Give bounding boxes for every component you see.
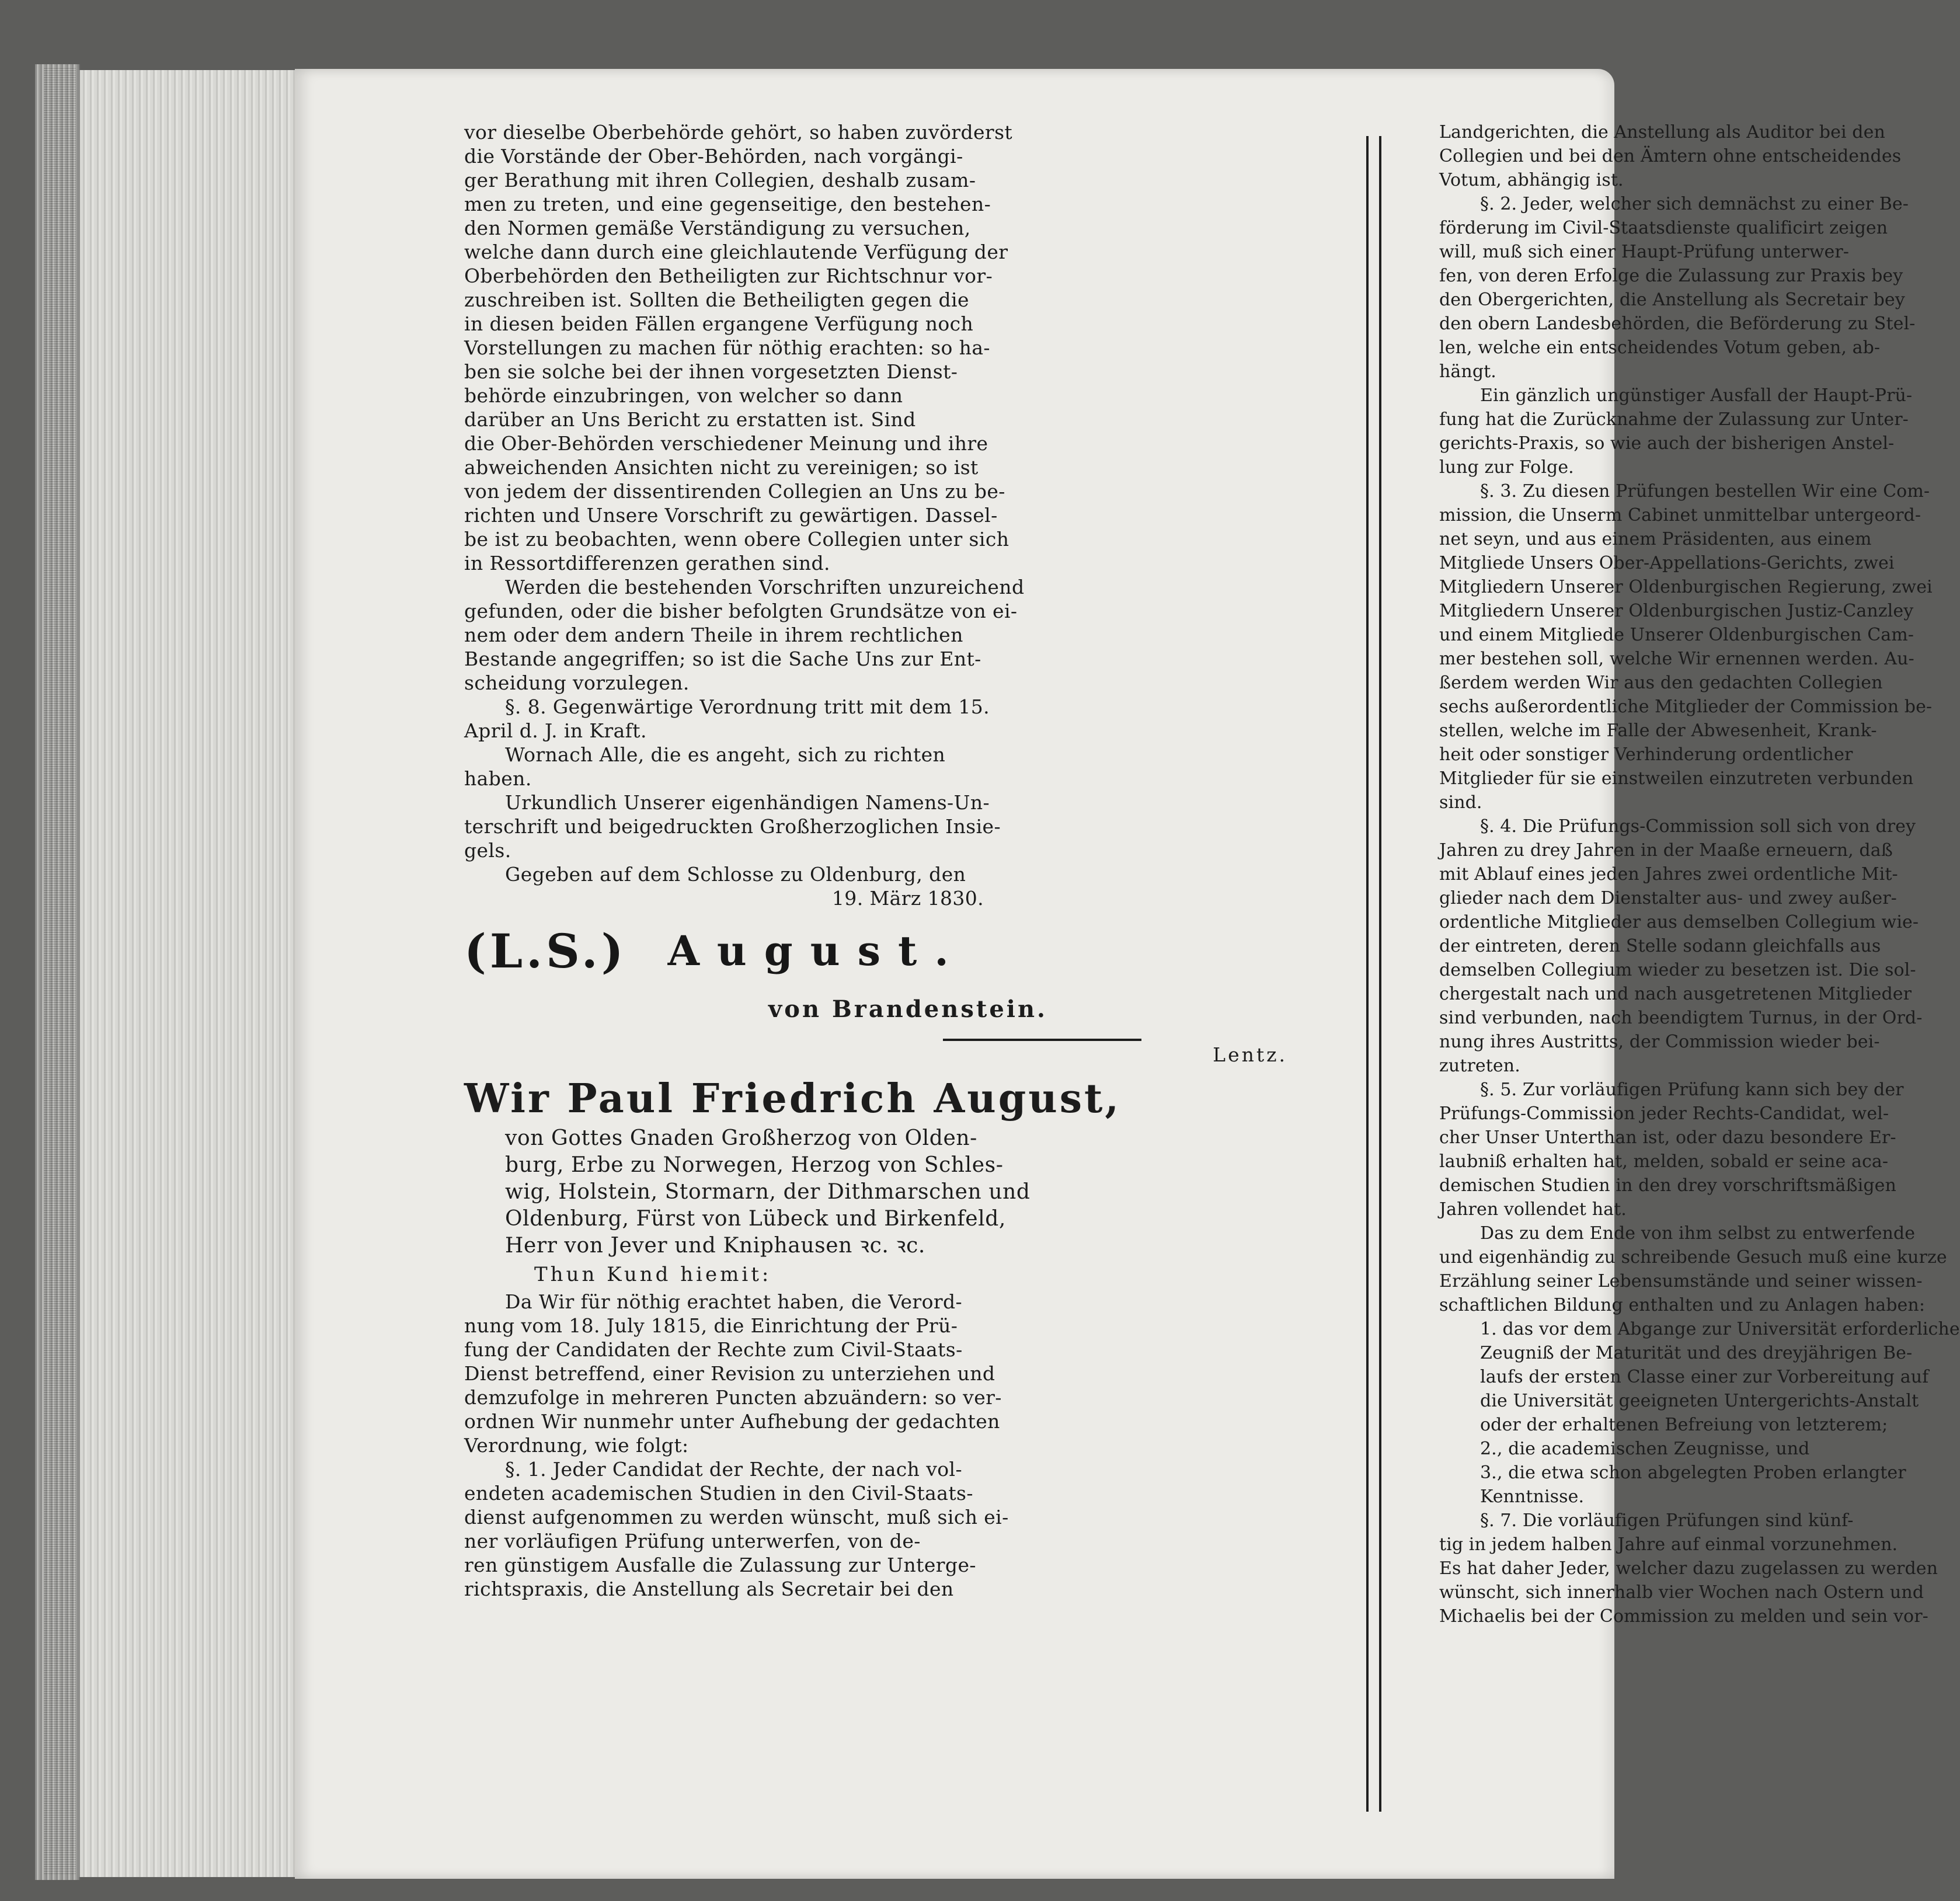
text-line: chergestalt nach und nach ausgetretenen Mitglieder: [1439, 984, 1912, 1004]
text-line: richten und Unsere Vorschrift zu gewärtigen. Dassel-: [464, 504, 998, 527]
text-line: terschrift und beigedruckten Großherzoglichen Insie-: [464, 815, 1001, 838]
text-line: zuschreiben ist. Sollten die Betheiligten gegen die: [464, 288, 969, 311]
text-line: sind verbunden, nach beendigtem Turnus, in der Ord-: [1439, 1008, 1923, 1028]
list-item: die Universität geeigneten Untergerichts-Anstalt: [1480, 1391, 1919, 1411]
text-line: zutreten.: [1439, 1056, 1520, 1076]
text-line: Votum, abhängig ist.: [1439, 170, 1624, 190]
text-line: richtspraxis, die Anstellung als Secretair bei den: [464, 1578, 954, 1600]
text-line: schaftlichen Bildung enthalten und zu Anlagen haben:: [1439, 1295, 1926, 1315]
text-line: fen, von deren Erfolge die Zulassung zur Praxis bey: [1439, 266, 1903, 286]
text-line: fung der Candidaten der Rechte zum Civil-Staats-: [464, 1338, 963, 1361]
text-line: dienst aufgenommen zu werden wünscht, muß sich ei-: [464, 1506, 1009, 1529]
text-line: April d. J. in Kraft.: [464, 719, 647, 742]
text-line: mer bestehen soll, welche Wir ernennen werden. Au-: [1439, 649, 1914, 669]
signature: August.: [667, 927, 966, 975]
text-line: die Vorstände der Ober-Behörden, nach vorgängi-: [464, 145, 963, 168]
text-line: den Normen gemäße Verständigung zu versuchen,: [464, 217, 971, 239]
text-line: Jahren zu drey Jahren in der Maaße erneuern, daß: [1439, 840, 1893, 861]
text-line: den obern Landesbehörden, die Beförderung zu Stel-: [1439, 314, 1916, 334]
text-line: förderung im Civil-Staatsdienste qualificirt zeigen: [1439, 218, 1888, 238]
text-line: Da Wir für nöthig erachtet haben, die Verord-: [505, 1290, 963, 1313]
list-item: oder der erhaltenen Befreiung von letzterem;: [1480, 1415, 1888, 1435]
text-line: Mitglieder für sie einstweilen einzutreten verbunden: [1439, 768, 1914, 789]
text-line: die Ober-Behörden verschiedener Meinung und ihre: [464, 432, 988, 455]
text-line: Das zu dem Ende von ihm selbst zu entwerfende: [1480, 1223, 1916, 1244]
text-line: Verordnung, wie folgt:: [464, 1434, 689, 1457]
text-line: und eigenhändig zu schreibende Gesuch muß eine kurze: [1439, 1247, 1947, 1268]
proclamation-line: Thun Kund hiemit:: [534, 1263, 772, 1286]
text-line: abweichenden Ansichten nicht zu vereinigen; so ist: [464, 456, 979, 479]
text-line: men zu treten, und eine gegenseitige, den bestehen-: [464, 193, 991, 215]
decree-heading: Wir Paul Friedrich August,: [464, 1075, 1122, 1122]
text-line: Oberbehörden den Betheiligten zur Richtschnur vor-: [464, 264, 993, 287]
text-line: Wornach Alle, die es angeht, sich zu richten: [505, 743, 946, 766]
title-line: Herr von Jever und Kniphausen ꝛc. ꝛc.: [505, 1234, 925, 1258]
signature-row: [464, 916, 1352, 986]
text-line: demischen Studien in den drey vorschriftsmäßigen: [1439, 1175, 1896, 1196]
text-line: len, welche ein entscheidendes Votum geben, ab-: [1439, 337, 1881, 358]
text-line: nem oder dem andern Theile in ihrem rechtlichen: [464, 624, 963, 646]
text-line: scheidung vorzulegen.: [464, 671, 690, 694]
title-line: wig, Holstein, Stormarn, der Dithmarschen und: [505, 1180, 1031, 1204]
section-7-line: §. 7. Die vorläufigen Prüfungen sind künf-: [1480, 1510, 1854, 1531]
text-line: heit oder sonstiger Verhinderung ordentlicher: [1439, 744, 1853, 765]
text-line: ren günstigem Ausfalle die Zulassung zur Unterge-: [464, 1554, 976, 1576]
text-line: gefunden, oder die bisher befolgten Grundsätze von ei-: [464, 600, 1018, 622]
countersignature: Lentz.: [1213, 1043, 1287, 1066]
text-line: Prüfungs-Commission jeder Rechts-Candidat, wel-: [1439, 1103, 1889, 1124]
text-line: gels.: [464, 839, 511, 862]
section-4-line: §. 4. Die Prüfungs-Commission soll sich von drey: [1480, 816, 1916, 837]
text-line: lung zur Folge.: [1439, 457, 1574, 478]
text-line: Michaelis bei der Commission zu melden und sein vor-: [1439, 1606, 1928, 1627]
list-item: 1. das vor dem Abgange zur Universität erforderliche: [1480, 1319, 1960, 1339]
text-line: nung vom 18. July 1815, die Einrichtung der Prü-: [464, 1314, 958, 1337]
title-line: von Gottes Gnaden Großherzog von Olden-: [505, 1126, 977, 1150]
title-line: burg, Erbe zu Norwegen, Herzog von Schles-: [505, 1153, 1004, 1177]
text-line: ordentliche Mitglieder aus demselben Collegium wie-: [1439, 912, 1919, 932]
page-stack-edge: [79, 70, 296, 1877]
list-item: Zeugniß der Maturität und des dreyjährigen Be-: [1480, 1343, 1913, 1363]
text-line: will, muß sich einer Haupt-Prüfung unterwer-: [1439, 242, 1850, 262]
section-3-line: §. 3. Zu diesen Prüfungen bestellen Wir eine Com-: [1480, 481, 1930, 502]
text-line: Mitgliedern Unserer Oldenburgischen Justiz-Canzley: [1439, 601, 1914, 621]
column-divider: [1366, 136, 1381, 1812]
text-line: sechs außerordentliche Mitglieder der Commission be-: [1439, 697, 1933, 717]
list-item: laufs der ersten Classe einer zur Vorbereitung auf: [1480, 1367, 1929, 1387]
text-line: Bestande angegriffen; so ist die Sache Uns zur Ent-: [464, 647, 981, 670]
text-line: gerichts-Praxis, so wie auch der bisherigen Anstel-: [1439, 433, 1895, 454]
text-line: ger Berathung mit ihren Collegien, deshalb zusam-: [464, 169, 976, 192]
text-line: ben sie solche bei der ihnen vorgesetzten Dienst-: [464, 360, 958, 383]
text-line: laubniß erhalten hat, melden, sobald er seine aca-: [1439, 1151, 1889, 1172]
title-line: Oldenburg, Fürst von Lübeck und Birkenfeld,: [505, 1207, 1006, 1231]
text-line: Mitgliedern Unserer Oldenburgischen Regierung, zwei: [1439, 577, 1933, 597]
text-line: darüber an Uns Bericht zu erstatten ist. Sind: [464, 408, 916, 431]
text-line: demzufolge in mehreren Puncten abzuändern: so ver-: [464, 1386, 1002, 1409]
text-line: Jahren vollendet hat.: [1439, 1199, 1627, 1220]
section-8-line: §. 8. Gegenwärtige Verordnung tritt mit dem 15.: [505, 695, 990, 718]
text-line: stellen, welche im Falle der Abwesenheit, Krank-: [1439, 720, 1877, 741]
list-item: 3., die etwa schon abgelegten Proben erlangter: [1480, 1463, 1906, 1483]
text-line: Urkundlich Unserer eigenhändigen Namens-Un-: [505, 791, 990, 814]
book-edge-texture: [44, 67, 76, 1874]
text-line: in diesen beiden Fällen ergangene Verfügung noch: [464, 312, 974, 335]
text-line: demselben Collegium wieder zu besetzen ist. Die sol-: [1439, 960, 1916, 980]
text-line: mit Ablauf eines jeden Jahres zwei ordentliche Mit-: [1439, 864, 1898, 885]
text-line: Erzählung seiner Lebensumstände und seiner wissen-: [1439, 1271, 1923, 1291]
text-line: Collegien und bei den Ämtern ohne entscheidendes: [1439, 146, 1902, 166]
text-line: fung hat die Zurücknahme der Zulassung zur Unter-: [1439, 409, 1909, 430]
left-column: [464, 120, 1352, 1601]
book-page: [295, 69, 1960, 1879]
text-line: glieder nach dem Dienstalter aus- und zwey außer-: [1439, 888, 1897, 908]
list-item: 2., die academischen Zeugnisse, und: [1480, 1439, 1810, 1459]
text-line: wünscht, sich innerhalb vier Wochen nach Ostern und: [1439, 1582, 1924, 1603]
text-line: Vorstellungen zu machen für nöthig erachten: so ha-: [464, 336, 990, 359]
text-line: be ist zu beobachten, wenn obere Collegien unter sich: [464, 528, 1009, 551]
text-line: Werden die bestehenden Vorschriften unzureichend: [505, 576, 1025, 598]
text-line: mission, die Unserm Cabinet unmittelbar untergeord-: [1439, 505, 1921, 525]
list-item: Kenntnisse.: [1480, 1486, 1585, 1507]
text-line: in Ressortdifferenzen gerathen sind.: [464, 552, 830, 575]
text-line: Ein gänzlich ungünstiger Ausfall der Haupt-Prü-: [1480, 385, 1913, 406]
section-2-line: §. 2. Jeder, welcher sich demnächst zu einer Be-: [1480, 194, 1909, 214]
text-line: net seyn, und aus einem Präsidenten, aus einem: [1439, 529, 1872, 549]
seal-mark: (L.S.): [464, 924, 627, 979]
text-line: Es hat daher Jeder, welcher dazu zugelassen zu werden: [1439, 1558, 1938, 1579]
text-line: ßerdem werden Wir aus den gedachten Collegien: [1439, 673, 1883, 693]
text-line: vor dieselbe Oberbehörde gehört, so haben zuvörderst: [464, 121, 1013, 144]
text-line: von jedem der dissentirenden Collegien an Uns zu be-: [464, 480, 1005, 503]
section-1-line: §. 1. Jeder Candidat der Rechte, der nach vol-: [505, 1458, 963, 1481]
text-line: ordnen Wir nunmehr unter Aufhebung der gedachten: [464, 1410, 1000, 1433]
text-line: ner vorläufigen Prüfung unterwerfen, von de-: [464, 1530, 921, 1552]
text-line: Mitgliede Unsers Ober-Appellations-Gerichts, zwei: [1439, 553, 1895, 573]
right-column: [1439, 120, 1960, 1628]
text-line: Dienst betreffend, einer Revision zu unterziehen und: [464, 1362, 995, 1385]
text-line: sind.: [1439, 792, 1482, 813]
text-line: der eintreten, deren Stelle sodann gleichfalls aus: [1439, 936, 1881, 956]
text-line: hängt.: [1439, 361, 1496, 382]
given-at-line: Gegeben auf dem Schlosse zu Oldenburg, den: [505, 863, 966, 886]
text-line: behörde einzubringen, von welcher so dann: [464, 384, 903, 407]
text-line: nung ihres Austritts, der Commission wieder bei-: [1439, 1032, 1880, 1052]
text-line: Landgerichten, die Anstellung als Auditor bei den: [1439, 122, 1885, 142]
date-line: 19. März 1830.: [831, 887, 984, 910]
text-line: endeten academischen Studien in den Civil-Staats-: [464, 1482, 973, 1505]
text-line: tig in jedem halben Jahre auf einmal vorzunehmen.: [1439, 1534, 1898, 1555]
text-line: haben.: [464, 767, 532, 790]
minister-name: von Brandenstein.: [768, 995, 1047, 1023]
section-5-line: §. 5. Zur vorläufigen Prüfung kann sich bey der: [1480, 1080, 1904, 1100]
text-line: welche dann durch eine gleichlautende Verfügung der: [464, 241, 1008, 263]
text-line: cher Unser Unterthan ist, oder dazu besondere Er-: [1439, 1127, 1896, 1148]
text-line: den Obergerichten, die Anstellung als Secretair bey: [1439, 290, 1905, 310]
text-line: und einem Mitgliede Unserer Oldenburgischen Cam-: [1439, 625, 1914, 645]
